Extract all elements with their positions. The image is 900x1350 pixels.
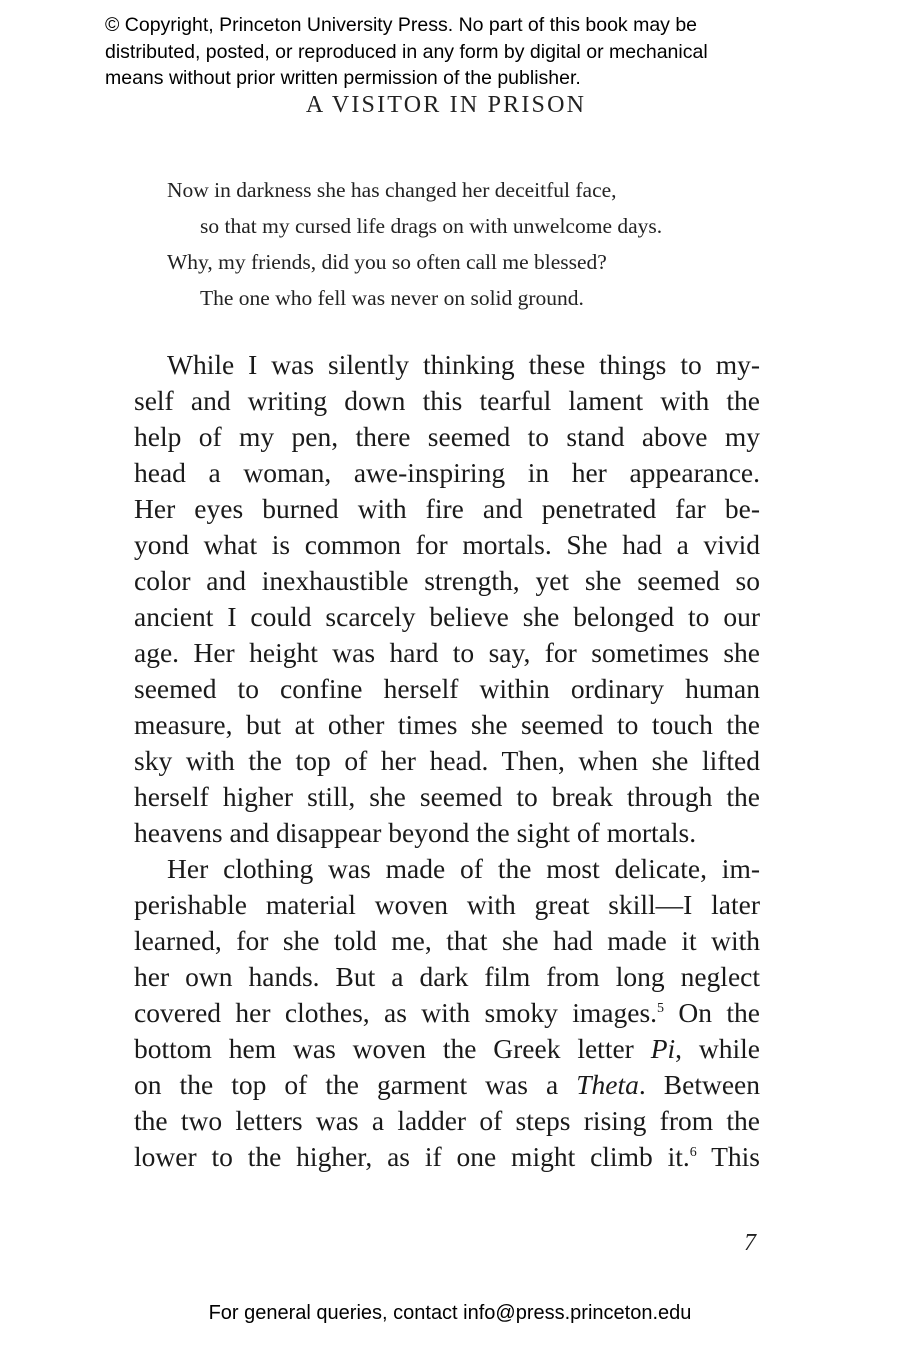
text-line: ancient I could scarcely believe she belonged to our xyxy=(134,601,760,632)
text-line xyxy=(134,1067,760,1103)
footnote-marker: 5 xyxy=(657,1001,665,1016)
text-run: . Between xyxy=(638,1069,760,1100)
footnote-marker: 6 xyxy=(689,1145,697,1160)
text-run: lower to the higher, as if one might climb it. xyxy=(134,1141,690,1172)
poem-excerpt xyxy=(167,172,662,316)
text-line: sky with the top of her head. Then, when she lifted xyxy=(134,745,760,776)
copyright-notice xyxy=(105,12,865,92)
body-text xyxy=(134,347,760,1175)
poem-line: so that my cursed life drags on with unwelcome days. xyxy=(200,214,663,238)
greek-letter-theta: Theta xyxy=(576,1069,639,1100)
text-line xyxy=(134,1139,760,1175)
text-line xyxy=(134,1031,760,1067)
text-line: age. Her height was hard to say, for sometimes she xyxy=(134,637,760,668)
text-line: help of my pen, there seemed to stand above my xyxy=(134,421,760,452)
text-line: her own hands. But a dark film from long neglect xyxy=(134,961,760,992)
text-run: , while xyxy=(675,1033,760,1064)
copyright-line: distributed, posted, or reproduced in any form by digital or mechanical xyxy=(105,40,708,63)
text-line: learned, for she told me, that she had made it with xyxy=(134,925,760,956)
page-number: 7 xyxy=(744,1230,756,1256)
paragraph-1 xyxy=(134,347,760,851)
text-line: self and writing down this tearful lament with the xyxy=(134,385,760,416)
text-line: herself higher still, she seemed to break through the xyxy=(134,781,760,812)
text-run: On the xyxy=(664,997,760,1028)
text-line: seemed to confine herself within ordinary human xyxy=(134,673,760,704)
paragraph-2 xyxy=(134,851,760,1175)
copyright-line: means without prior written permission of the publisher. xyxy=(105,67,581,89)
poem-line: The one who fell was never on solid ground. xyxy=(200,286,584,310)
text-run: bottom hem was woven the Greek letter xyxy=(134,1033,651,1064)
text-line: the two letters was a ladder of steps rising from the xyxy=(134,1105,760,1136)
text-run: covered her clothes, as with smoky images. xyxy=(134,997,658,1028)
text-line: measure, but at other times she seemed to touch the xyxy=(134,709,760,740)
text-line xyxy=(134,995,760,1031)
greek-letter-pi: Pi xyxy=(650,1033,676,1064)
text-line: color and inexhaustible strength, yet she seemed so xyxy=(134,565,760,596)
text-line: Her clothing was made of the most delicate, im- xyxy=(167,853,760,884)
poem-line: Why, my friends, did you so often call me blessed? xyxy=(167,250,607,274)
text-line: head a woman, awe-inspiring in her appearance. xyxy=(134,457,760,488)
copyright-line: © Copyright, Princeton University Press. No part of this book may be xyxy=(105,14,698,36)
footer-contact: For general queries, contact info@press.princeton.edu xyxy=(208,1302,692,1324)
text-line: yond what is common for mortals. She had a vivid xyxy=(134,529,760,560)
text-run: This xyxy=(696,1141,760,1172)
text-line: While I was silently thinking these things to my- xyxy=(167,349,760,380)
text-line: Her eyes burned with fire and penetrated far be- xyxy=(134,493,760,524)
text-line: heavens and disappear beyond the sight of mortals. xyxy=(134,817,697,848)
text-line: perishable material woven with great skill—I later xyxy=(134,889,760,920)
text-run: on the top of the garment was a xyxy=(134,1069,577,1100)
running-head: A VISITOR IN PRISON xyxy=(305,92,587,118)
poem-line: Now in darkness she has changed her deceitful face, xyxy=(167,178,617,202)
